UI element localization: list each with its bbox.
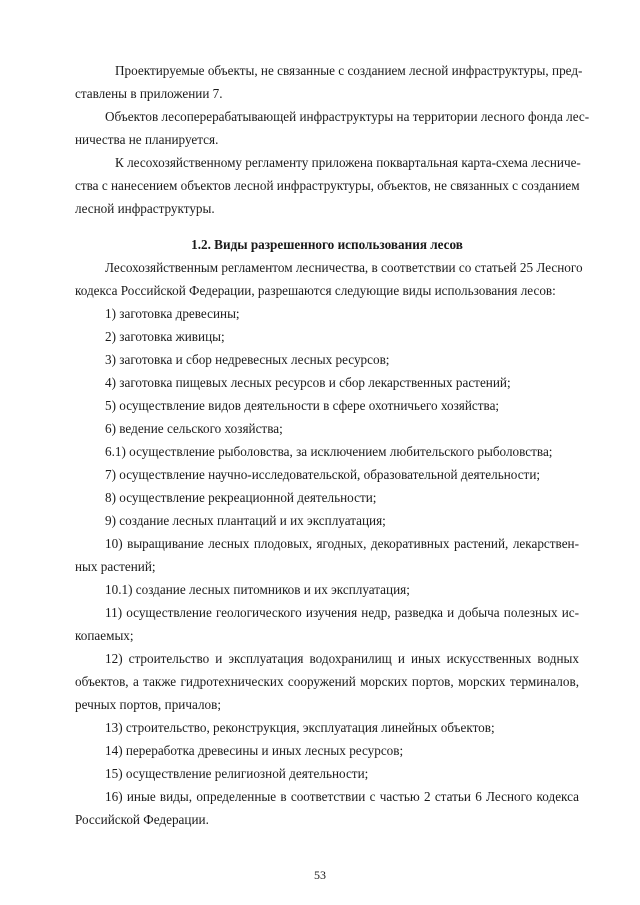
- section-heading: 1.2. Виды разрешенного использования лесов: [191, 237, 463, 252]
- paragraph-line: лесной инфраструктуры.: [75, 201, 215, 216]
- list-item: 12) строительство и эксплуатация водохранилищ и иных искусственных водных: [105, 651, 579, 666]
- paragraph-line: ничества не планируется.: [75, 132, 219, 147]
- list-item-continuation: Российской Федерации.: [75, 812, 209, 827]
- list-item-continuation: ных растений;: [75, 559, 156, 574]
- paragraph-line: К лесохозяйственному регламенту приложена поквартальная карта-схема лесниче-: [115, 155, 581, 170]
- list-item-continuation: объектов, а также гидротехнических сооружений морских портов, морских терминалов,: [75, 674, 579, 689]
- intro-line: Лесохозяйственным регламентом лесничества, в соответствии со статьей 25 Лесного: [105, 260, 583, 275]
- list-item: 10) выращивание лесных плодовых, ягодных, декоративных растений, лекарствен-: [105, 536, 579, 551]
- list-item-continuation: речных портов, причалов;: [75, 697, 222, 712]
- list-item-continuation: копаемых;: [75, 628, 134, 643]
- list-item: 10.1) создание лесных питомников и их эксплуатация;: [105, 582, 410, 597]
- paragraph-line: ства с нанесением объектов лесной инфраструктуры, объектов, не связанных с созданием: [75, 178, 580, 193]
- list-item: 7) осуществление научно-исследовательской, образовательной деятельности;: [105, 467, 541, 482]
- intro-line: кодекса Российской Федерации, разрешаются следующие виды использования лесов:: [75, 283, 556, 298]
- list-item: 1) заготовка древесины;: [105, 306, 240, 321]
- list-item: 11) осуществление геологического изучения недр, разведка и добыча полезных ис-: [105, 605, 579, 620]
- paragraph-line: Проектируемые объекты, не связанные с созданием лесной инфраструктуры, пред-: [115, 63, 583, 78]
- list-item: 8) осуществление рекреационной деятельности;: [105, 490, 377, 505]
- list-item: 6) ведение сельского хозяйства;: [105, 421, 283, 436]
- paragraph-line: Объектов лесоперерабатывающей инфраструктуры на территории лесного фонда лес-: [105, 109, 590, 124]
- list-item: 16) иные виды, определенные в соответствии с частью 2 статьи 6 Лесного кодекса: [105, 789, 579, 804]
- paragraph-line: ставлены в приложении 7.: [75, 86, 223, 101]
- list-item: 14) переработка древесины и иных лесных ресурсов;: [105, 743, 404, 758]
- list-item: 4) заготовка пищевых лесных ресурсов и сбор лекарственных растений;: [105, 375, 511, 390]
- page-number: 53: [314, 868, 326, 882]
- list-item: 6.1) осуществление рыболовства, за исключением любительского рыболовства;: [105, 444, 553, 459]
- list-item: 3) заготовка и сбор недревесных лесных ресурсов;: [105, 352, 390, 367]
- list-item: 13) строительство, реконструкция, эксплуатация линейных объектов;: [105, 720, 495, 735]
- list-item: 9) создание лесных плантаций и их эксплуатация;: [105, 513, 386, 528]
- list-item: 15) осуществление религиозной деятельности;: [105, 766, 369, 781]
- list-item: 5) осуществление видов деятельности в сфере охотничьего хозяйства;: [105, 398, 500, 413]
- list-item: 2) заготовка живицы;: [105, 329, 225, 344]
